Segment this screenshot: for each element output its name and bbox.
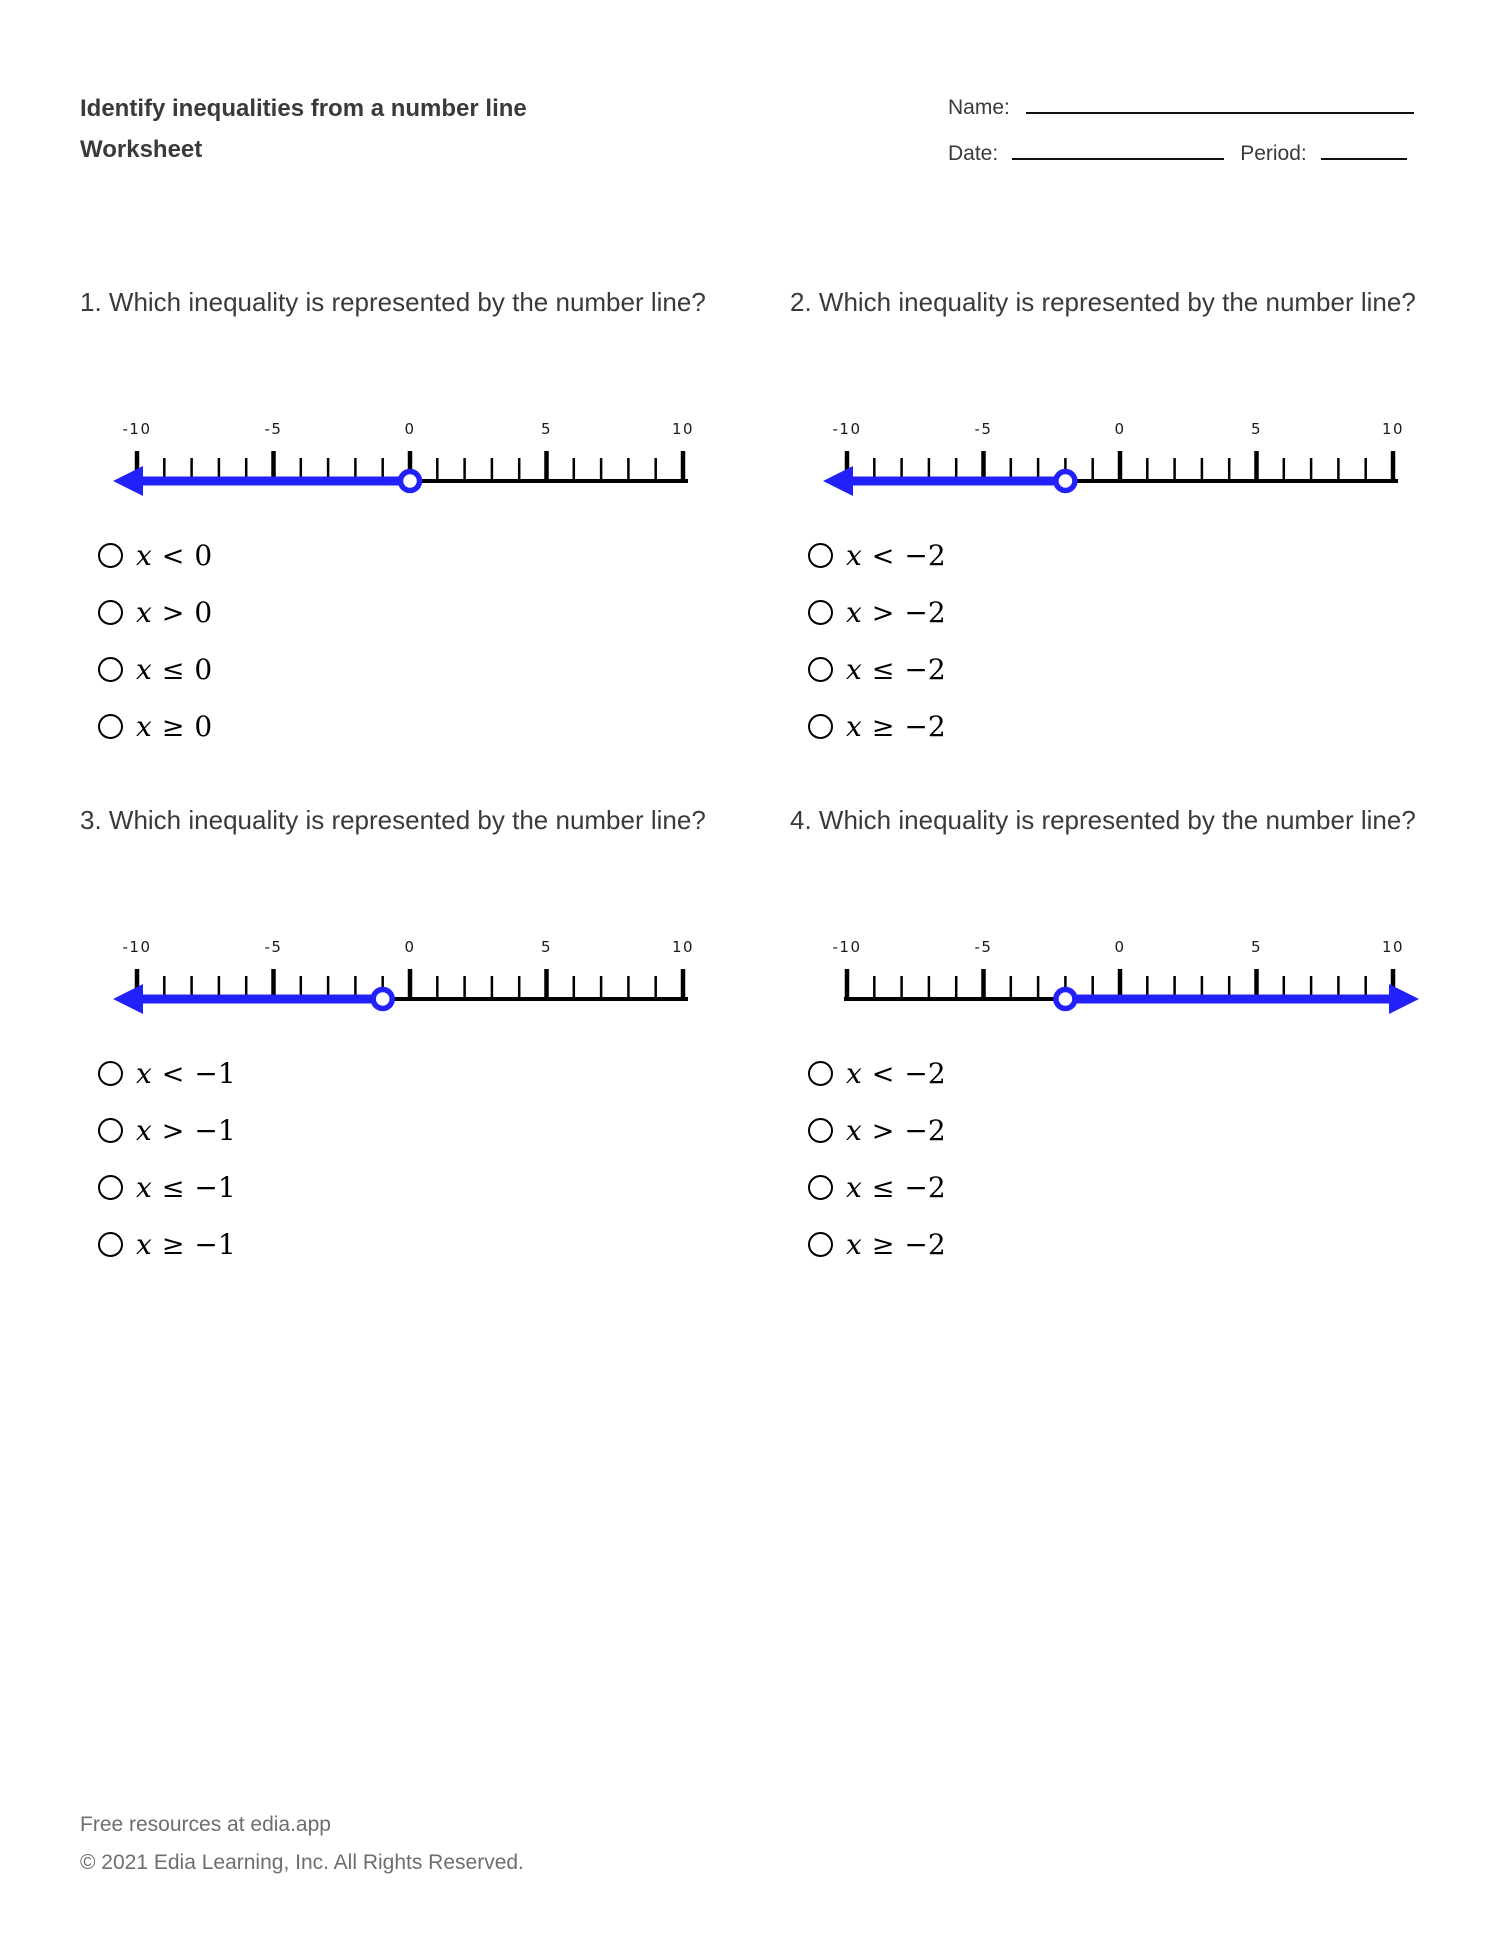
question-block-4: [790, 798, 1440, 1261]
option-radio[interactable]: [98, 543, 123, 568]
option-inequality-text: x ≤ 0: [136, 652, 213, 686]
question-block-1: [80, 280, 730, 743]
worksheet-subtitle: Worksheet: [80, 136, 203, 163]
ray-arrowhead-right: [1389, 984, 1419, 1014]
option-inequality-text: x < 0: [136, 538, 213, 572]
axis-tick-label: 0: [1114, 420, 1126, 438]
option-inequality-text: x > −2: [846, 595, 946, 629]
option-radio[interactable]: [98, 1061, 123, 1086]
axis-tick-label: 5: [1250, 938, 1263, 956]
option-row-4: [80, 706, 212, 746]
option-radio[interactable]: [98, 657, 123, 682]
axis-tick-label: 0: [404, 938, 416, 956]
option-row-1: [790, 535, 946, 575]
page-footer: [80, 1806, 524, 1882]
ray-arrowhead-left: [113, 466, 143, 496]
ray-arrowhead-left: [113, 984, 143, 1014]
axis-tick-label: -5: [264, 420, 283, 438]
option-radio[interactable]: [98, 600, 123, 625]
question-block-2: [790, 280, 1440, 743]
option-row-2: [80, 592, 212, 632]
option-radio[interactable]: [808, 657, 833, 682]
period-input-line[interactable]: [1321, 138, 1407, 160]
option-row-1: [80, 1053, 236, 1093]
axis-tick-label: 10: [671, 938, 695, 956]
number-line-figure: [80, 408, 740, 503]
axis-tick-label: -10: [832, 938, 862, 956]
option-inequality-text: x < −2: [846, 1056, 946, 1090]
option-radio[interactable]: [98, 1118, 123, 1143]
option-inequality-text: x ≥ −1: [136, 1227, 236, 1261]
option-inequality-text: x ≥ 0: [136, 709, 213, 743]
number-line-svg: [790, 926, 1450, 1021]
option-inequality-text: x < −1: [136, 1056, 236, 1090]
question-prompt: 2. Which inequality is represented by the number line?: [790, 287, 1416, 317]
period-label: Period:: [1240, 142, 1307, 165]
axis-tick-label: -10: [832, 420, 862, 438]
option-row-3: [790, 1167, 946, 1207]
open-circle-endpoint: [1056, 990, 1075, 1009]
option-radio[interactable]: [808, 1118, 833, 1143]
number-line-svg: [80, 926, 740, 1021]
axis-tick-label: -5: [974, 420, 993, 438]
axis-tick-label: 0: [1114, 938, 1126, 956]
footer-copyright-line: © 2021 Edia Learning, Inc. All Rights Reserved.: [80, 1851, 524, 1874]
axis-tick-label: 10: [671, 420, 695, 438]
option-row-3: [80, 1167, 236, 1207]
axis-tick-label: 0: [404, 420, 416, 438]
option-row-3: [80, 649, 212, 689]
option-inequality-text: x > −1: [136, 1113, 236, 1147]
axis-tick-label: -10: [122, 420, 152, 438]
option-radio[interactable]: [98, 714, 123, 739]
date-label: Date:: [948, 142, 999, 165]
number-line-svg: [80, 408, 740, 503]
option-radio[interactable]: [808, 543, 833, 568]
option-row-4: [790, 706, 946, 746]
option-radio[interactable]: [808, 714, 833, 739]
option-inequality-text: x ≥ −2: [846, 1227, 946, 1261]
name-label: Name:: [948, 96, 1010, 119]
option-row-3: [790, 649, 946, 689]
worksheet-title: Identify inequalities from a number line: [80, 95, 527, 122]
axis-tick-label: 5: [540, 420, 553, 438]
worksheet-title-block: [80, 88, 720, 170]
number-line-figure: [790, 408, 1450, 503]
number-line-svg: [790, 408, 1450, 503]
option-row-2: [80, 1110, 236, 1150]
option-radio[interactable]: [98, 1232, 123, 1257]
axis-tick-label: 10: [1381, 938, 1405, 956]
footer-resources-line: Free resources at edia.app: [80, 1813, 331, 1836]
axis-tick-label: 5: [1250, 420, 1263, 438]
option-row-1: [80, 535, 212, 575]
date-input-line[interactable]: [1012, 138, 1224, 160]
axis-tick-label: -10: [122, 938, 152, 956]
ray-arrowhead-left: [823, 466, 853, 496]
option-row-4: [790, 1224, 946, 1264]
number-line-figure: [80, 926, 740, 1021]
question-block-3: [80, 798, 730, 1261]
option-radio[interactable]: [808, 1232, 833, 1257]
option-row-2: [790, 592, 946, 632]
name-input-line[interactable]: [1026, 92, 1414, 114]
option-inequality-text: x ≤ −1: [136, 1170, 236, 1204]
open-circle-endpoint: [401, 472, 420, 491]
option-row-2: [790, 1110, 946, 1150]
open-circle-endpoint: [1056, 472, 1075, 491]
option-inequality-text: x > −2: [846, 1113, 946, 1147]
option-inequality-text: x > 0: [136, 595, 213, 629]
option-inequality-text: x ≥ −2: [846, 709, 946, 743]
axis-tick-label: -5: [974, 938, 993, 956]
option-inequality-text: x < −2: [846, 538, 946, 572]
question-prompt: 1. Which inequality is represented by the number line?: [80, 287, 706, 317]
name-field-row: [948, 92, 1414, 120]
answer-options: [80, 535, 212, 763]
option-radio[interactable]: [808, 1175, 833, 1200]
number-line-figure: [790, 926, 1450, 1021]
option-row-1: [790, 1053, 946, 1093]
option-radio[interactable]: [808, 600, 833, 625]
answer-options: [790, 535, 946, 763]
answer-options: [790, 1053, 946, 1281]
date-period-field-row: [948, 138, 1407, 166]
option-inequality-text: x ≤ −2: [846, 652, 946, 686]
open-circle-endpoint: [373, 990, 392, 1009]
option-radio[interactable]: [808, 1061, 833, 1086]
option-radio[interactable]: [98, 1175, 123, 1200]
option-inequality-text: x ≤ −2: [846, 1170, 946, 1204]
question-prompt: 3. Which inequality is represented by the number line?: [80, 805, 706, 835]
option-row-4: [80, 1224, 236, 1264]
axis-tick-label: -5: [264, 938, 283, 956]
axis-tick-label: 5: [540, 938, 553, 956]
question-prompt: 4. Which inequality is represented by the number line?: [790, 805, 1416, 835]
answer-options: [80, 1053, 236, 1281]
axis-tick-label: 10: [1381, 420, 1405, 438]
